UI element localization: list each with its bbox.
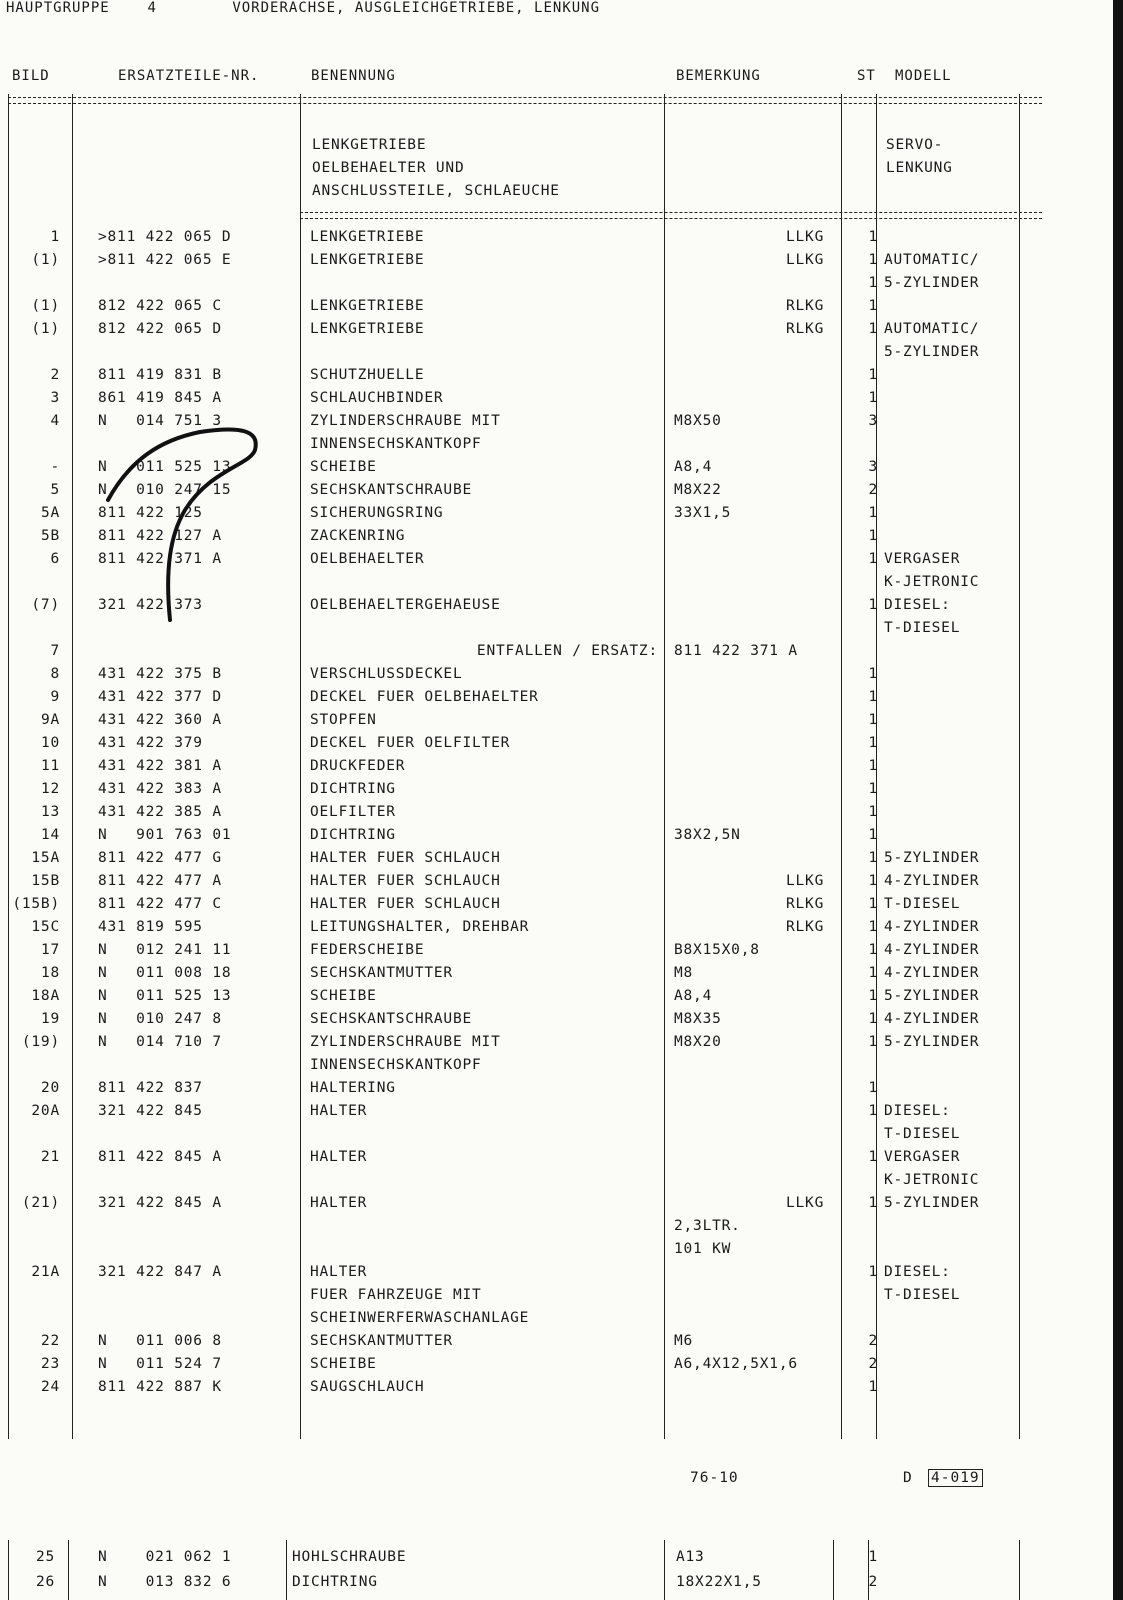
part-name: SECHSKANTSCHRAUBE xyxy=(310,482,473,498)
item-number: 14 xyxy=(40,827,60,843)
quantity: 1 xyxy=(868,275,878,291)
item-number: 15C xyxy=(31,919,60,935)
quantity: 1 xyxy=(868,712,878,728)
quantity: 1 xyxy=(868,1034,878,1050)
quantity: 1 xyxy=(868,827,878,843)
remark: 2,3LTR. xyxy=(674,1218,741,1234)
part-number: 431 422 360 A xyxy=(98,712,222,728)
part-name: ZACKENRING xyxy=(310,528,406,544)
part-name: OELFILTER xyxy=(310,804,396,820)
sheet-number: 4-019 xyxy=(928,1469,983,1487)
remark: 101 KW xyxy=(674,1241,732,1257)
quantity: 1 xyxy=(868,850,878,866)
remark: 18X22X1,5 xyxy=(676,1574,762,1590)
sheet-stamp xyxy=(928,1470,983,1486)
item-number: 15B xyxy=(31,873,60,889)
quantity: 3 xyxy=(868,413,878,429)
remark: 811 422 371 A xyxy=(674,643,798,659)
model: K-JETRONIC xyxy=(884,574,980,590)
part-number: >811 422 065 D xyxy=(98,229,232,245)
part-name: VERSCHLUSSDECKEL xyxy=(310,666,463,682)
column-divider xyxy=(664,94,665,1439)
part-name: HALTER FUER SCHLAUCH xyxy=(310,850,501,866)
part-name: HALTER xyxy=(310,1103,368,1119)
model: K-JETRONIC xyxy=(884,1172,980,1188)
part-number: 811 422 477 A xyxy=(98,873,222,889)
part-name: FEDERSCHEIBE xyxy=(310,942,425,958)
item-number: (1) xyxy=(31,298,60,314)
part-number: N 011 524 7 xyxy=(98,1356,222,1372)
item-number: (15B) xyxy=(12,896,60,912)
model: T-DIESEL xyxy=(884,620,961,636)
model: 5-ZYLINDER xyxy=(884,988,980,1004)
part-number: 321 422 847 A xyxy=(98,1264,222,1280)
part-number: N 011 525 13 xyxy=(98,459,232,475)
part-name: DRUCKFEDER xyxy=(310,758,406,774)
remark: M6 xyxy=(674,1333,694,1349)
quantity: 2 xyxy=(868,482,878,498)
model: VERGASER xyxy=(884,1149,961,1165)
item-number: 3 xyxy=(50,390,60,406)
quantity: 1 xyxy=(868,735,878,751)
part-name: LENKGETRIEBE xyxy=(310,229,425,245)
part-name: DICHTRING xyxy=(310,827,396,843)
remark: M8X50 xyxy=(674,413,722,429)
quantity: 1 xyxy=(868,528,878,544)
part-number: 811 419 831 B xyxy=(98,367,222,383)
part-number: 861 419 845 A xyxy=(98,390,222,406)
quantity: 1 xyxy=(868,252,878,268)
page-header xyxy=(6,0,600,16)
quantity: 1 xyxy=(868,1195,878,1211)
item-number: (19) xyxy=(21,1034,60,1050)
part-name: STOPFEN xyxy=(310,712,377,728)
item-number: 11 xyxy=(40,758,60,774)
part-name: HALTER FUER SCHLAUCH xyxy=(310,896,501,912)
part-name: ZYLINDERSCHRAUBE MIT xyxy=(310,1034,501,1050)
quantity: 1 xyxy=(868,505,878,521)
part-name: HOHLSCHRAUBE xyxy=(292,1549,407,1565)
column-divider xyxy=(72,94,73,1439)
remark: 38X2,5N xyxy=(674,827,741,843)
column-divider xyxy=(1019,94,1020,1439)
item-number: 17 xyxy=(40,942,60,958)
col-qty: ST xyxy=(857,68,876,84)
quantity: 1 xyxy=(868,367,878,383)
model: 4-ZYLINDER xyxy=(884,1011,980,1027)
model: AUTOMATIC/ xyxy=(884,321,980,337)
remark: A8,4 xyxy=(674,459,713,475)
part-number: 431 422 385 A xyxy=(98,804,222,820)
handwritten-scribble xyxy=(90,420,280,640)
part-number: N 014 710 7 xyxy=(98,1034,222,1050)
part-number: N 012 241 11 xyxy=(98,942,232,958)
remark: B8X15X0,8 xyxy=(674,942,760,958)
part-number: 811 422 845 A xyxy=(98,1149,222,1165)
steering-side: LLKG xyxy=(786,873,825,889)
quantity: 2 xyxy=(868,1333,878,1349)
column-divider xyxy=(8,94,9,1439)
item-number: 5B xyxy=(40,528,60,544)
part-name: LENKGETRIEBE xyxy=(310,298,425,314)
quantity: 1 xyxy=(868,758,878,774)
quantity: 1 xyxy=(868,1549,878,1565)
column-divider xyxy=(868,1540,869,1600)
part-name: FUER FAHRZEUGE MIT xyxy=(310,1287,482,1303)
quantity: 1 xyxy=(868,1011,878,1027)
part-name: DECKEL FUER OELBEHAELTER xyxy=(310,689,539,705)
section-title-line: LENKGETRIEBE xyxy=(312,137,427,153)
item-number: 12 xyxy=(40,781,60,797)
part-name: DECKEL FUER OELFILTER xyxy=(310,735,511,751)
model: T-DIESEL xyxy=(884,896,961,912)
part-name: DICHTRING xyxy=(310,781,396,797)
column-divider xyxy=(841,94,842,1439)
part-number: 811 422 125 xyxy=(98,505,203,521)
part-number: N 011 525 13 xyxy=(98,988,232,1004)
part-name: HALTERING xyxy=(310,1080,396,1096)
page-code: 76-10 xyxy=(690,1470,739,1486)
steering-side: LLKG xyxy=(786,1195,825,1211)
column-divider xyxy=(1019,1540,1020,1600)
part-name: LENKGETRIEBE xyxy=(310,321,425,337)
item-number: 18A xyxy=(31,988,60,1004)
steering-side: RLKG xyxy=(786,298,825,314)
col-model: MODELL xyxy=(895,68,952,84)
part-name: SECHSKANTSCHRAUBE xyxy=(310,1011,473,1027)
model: DIESEL: xyxy=(884,1103,951,1119)
part-number: 431 422 379 xyxy=(98,735,203,751)
part-name: SECHSKANTMUTTER xyxy=(310,965,453,981)
part-number: 812 422 065 D xyxy=(98,321,222,337)
quantity: 3 xyxy=(868,459,878,475)
item-number: 2 xyxy=(50,367,60,383)
section-rule xyxy=(300,212,1042,219)
model: T-DIESEL xyxy=(884,1287,961,1303)
part-name: SICHERUNGSRING xyxy=(310,505,444,521)
item-number: 9A xyxy=(40,712,60,728)
quantity: 1 xyxy=(868,942,878,958)
part-number: N 901 763 01 xyxy=(98,827,232,843)
item-number: (1) xyxy=(31,252,60,268)
quantity: 1 xyxy=(868,873,878,889)
part-number: N 014 751 3 xyxy=(98,413,222,429)
item-number: 18 xyxy=(40,965,60,981)
part-number: 431 422 381 A xyxy=(98,758,222,774)
model: AUTOMATIC/ xyxy=(884,252,980,268)
part-name: ENTFALLEN / ERSATZ: xyxy=(476,643,658,659)
quantity: 1 xyxy=(868,666,878,682)
model: 5-ZYLINDER xyxy=(884,275,980,291)
column-divider xyxy=(664,1540,665,1600)
part-number: N 021 062 1 xyxy=(98,1549,232,1565)
item-number: 19 xyxy=(40,1011,60,1027)
part-name: HALTER xyxy=(310,1195,368,1211)
column-divider xyxy=(300,94,301,1439)
steering-side: RLKG xyxy=(786,321,825,337)
part-name: LENKGETRIEBE xyxy=(310,252,425,268)
section-title-line: OELBEHAELTER UND xyxy=(312,160,465,176)
item-number: 22 xyxy=(40,1333,60,1349)
part-name: INNENSECHSKANTKOPF xyxy=(310,1057,482,1073)
model: DIESEL: xyxy=(884,1264,951,1280)
part-number: 811 422 371 A xyxy=(98,551,222,567)
quantity: 1 xyxy=(868,781,878,797)
item-number: 8 xyxy=(50,666,60,682)
col-name: BENENNUNG xyxy=(311,68,396,84)
steering-side: RLKG xyxy=(786,919,825,935)
item-number: 20 xyxy=(40,1080,60,1096)
column-divider xyxy=(286,1540,287,1600)
part-number: 811 422 477 C xyxy=(98,896,222,912)
part-name: OELBEHAELTER xyxy=(310,551,425,567)
quantity: 1 xyxy=(868,988,878,1004)
remark: A8,4 xyxy=(674,988,713,1004)
remark: M8X22 xyxy=(674,482,722,498)
steering-side: LLKG xyxy=(786,252,825,268)
part-number: N 010 247 8 xyxy=(98,1011,222,1027)
part-name: HALTER FUER SCHLAUCH xyxy=(310,873,501,889)
model: 5-ZYLINDER xyxy=(884,1195,980,1211)
part-name: SCHLAUCHBINDER xyxy=(310,390,444,406)
part-number: 431 422 383 A xyxy=(98,781,222,797)
item-number: 15A xyxy=(31,850,60,866)
model: 5-ZYLINDER xyxy=(884,344,980,360)
part-name: INNENSECHSKANTKOPF xyxy=(310,436,482,452)
group-title: VORDERACHSE, AUSGLEICHGETRIEBE, LENKUNG xyxy=(232,0,601,16)
part-number: N 010 247 15 xyxy=(98,482,232,498)
part-number: 811 422 477 G xyxy=(98,850,222,866)
column-divider xyxy=(8,1540,9,1600)
model: 5-ZYLINDER xyxy=(884,850,980,866)
quantity: 1 xyxy=(868,321,878,337)
scan-edge xyxy=(1113,0,1123,1600)
part-number: 812 422 065 C xyxy=(98,298,222,314)
quantity: 2 xyxy=(868,1356,878,1372)
steering-side: RLKG xyxy=(786,896,825,912)
quantity: 1 xyxy=(868,390,878,406)
item-number: 23 xyxy=(40,1356,60,1372)
part-name: SCHEIBE xyxy=(310,1356,377,1372)
quantity: 1 xyxy=(868,597,878,613)
quantity: 1 xyxy=(868,298,878,314)
model: DIESEL: xyxy=(884,597,951,613)
remark: M8X35 xyxy=(674,1011,722,1027)
quantity: 1 xyxy=(868,1103,878,1119)
model: 5-ZYLINDER xyxy=(884,1034,980,1050)
item-number: 7 xyxy=(50,643,60,659)
part-number: 811 422 127 A xyxy=(98,528,222,544)
item-number: 13 xyxy=(40,804,60,820)
column-divider xyxy=(833,1540,834,1600)
part-name: HALTER xyxy=(310,1149,368,1165)
item-number: 9 xyxy=(50,689,60,705)
col-remark: BEMERKUNG xyxy=(676,68,761,84)
part-name: LEITUNGSHALTER, DREHBAR xyxy=(310,919,530,935)
group-number: 4 xyxy=(147,0,157,16)
item-number: (1) xyxy=(31,321,60,337)
part-name: SCHEINWERFERWASCHANLAGE xyxy=(310,1310,530,1326)
part-name: ZYLINDERSCHRAUBE MIT xyxy=(310,413,501,429)
quantity: 1 xyxy=(868,551,878,567)
remark: A6,4X12,5X1,6 xyxy=(674,1356,798,1372)
header-rule xyxy=(8,97,1042,104)
quantity: 1 xyxy=(868,896,878,912)
section-title-line: ANSCHLUSSTEILE, SCHLAEUCHE xyxy=(312,183,560,199)
item-number: 4 xyxy=(50,413,60,429)
item-number: (21) xyxy=(21,1195,60,1211)
part-number: 431 819 595 xyxy=(98,919,203,935)
col-part-no: ERSATZTEILE-NR. xyxy=(118,68,260,84)
quantity: 1 xyxy=(868,804,878,820)
quantity: 2 xyxy=(868,1574,878,1590)
item-number: 1 xyxy=(50,229,60,245)
part-name: HALTER xyxy=(310,1264,368,1280)
part-name: SAUGSCHLAUCH xyxy=(310,1379,425,1395)
remark: A13 xyxy=(676,1549,705,1565)
part-number: 431 422 375 B xyxy=(98,666,222,682)
remark: 33X1,5 xyxy=(674,505,732,521)
item-number: 24 xyxy=(40,1379,60,1395)
part-name: SCHEIBE xyxy=(310,459,377,475)
part-name: OELBEHAELTERGEHAEUSE xyxy=(310,597,501,613)
model: 4-ZYLINDER xyxy=(884,965,980,981)
part-name: DICHTRING xyxy=(292,1574,378,1590)
part-name: SCHEIBE xyxy=(310,988,377,1004)
section-model-line: SERVO- xyxy=(886,137,944,153)
quantity: 1 xyxy=(868,1379,878,1395)
quantity: 1 xyxy=(868,229,878,245)
part-number: 811 422 887 K xyxy=(98,1379,222,1395)
part-number: 811 422 837 xyxy=(98,1080,203,1096)
item-number: 26 xyxy=(35,1574,55,1590)
quantity: 1 xyxy=(868,919,878,935)
part-number: >811 422 065 E xyxy=(98,252,232,268)
item-number: 5 xyxy=(50,482,60,498)
part-number: 321 422 845 xyxy=(98,1103,203,1119)
model: VERGASER xyxy=(884,551,961,567)
item-number: 20A xyxy=(31,1103,60,1119)
remark: M8X20 xyxy=(674,1034,722,1050)
part-name: SCHUTZHUELLE xyxy=(310,367,425,383)
model: 4-ZYLINDER xyxy=(884,919,980,935)
item-number: (7) xyxy=(31,597,60,613)
item-number: 25 xyxy=(35,1549,55,1565)
quantity: 1 xyxy=(868,965,878,981)
column-divider xyxy=(68,1540,69,1600)
country-code: D xyxy=(903,1470,913,1486)
quantity: 1 xyxy=(868,1149,878,1165)
item-number: 6 xyxy=(50,551,60,567)
model: 4-ZYLINDER xyxy=(884,942,980,958)
part-number: N 011 008 18 xyxy=(98,965,232,981)
part-number: 431 422 377 D xyxy=(98,689,222,705)
part-number: N 013 832 6 xyxy=(98,1574,232,1590)
col-bild: BILD xyxy=(12,68,50,84)
group-label: HAUPTGRUPPE xyxy=(6,0,110,16)
part-number: N 011 006 8 xyxy=(98,1333,222,1349)
steering-side: LLKG xyxy=(786,229,825,245)
section-model-line: LENKUNG xyxy=(886,160,953,176)
item-number: 5A xyxy=(40,505,60,521)
remark: M8 xyxy=(674,965,694,981)
item-number: 21 xyxy=(40,1149,60,1165)
model: T-DIESEL xyxy=(884,1126,961,1142)
item-number: 21A xyxy=(31,1264,60,1280)
quantity: 1 xyxy=(868,689,878,705)
quantity: 1 xyxy=(868,1264,878,1280)
part-number: 321 422 373 xyxy=(98,597,203,613)
model: 4-ZYLINDER xyxy=(884,873,980,889)
item-number: 10 xyxy=(40,735,60,751)
part-number: 321 422 845 A xyxy=(98,1195,222,1211)
item-number: - xyxy=(50,459,60,475)
part-name: SECHSKANTMUTTER xyxy=(310,1333,453,1349)
quantity: 1 xyxy=(868,1080,878,1096)
